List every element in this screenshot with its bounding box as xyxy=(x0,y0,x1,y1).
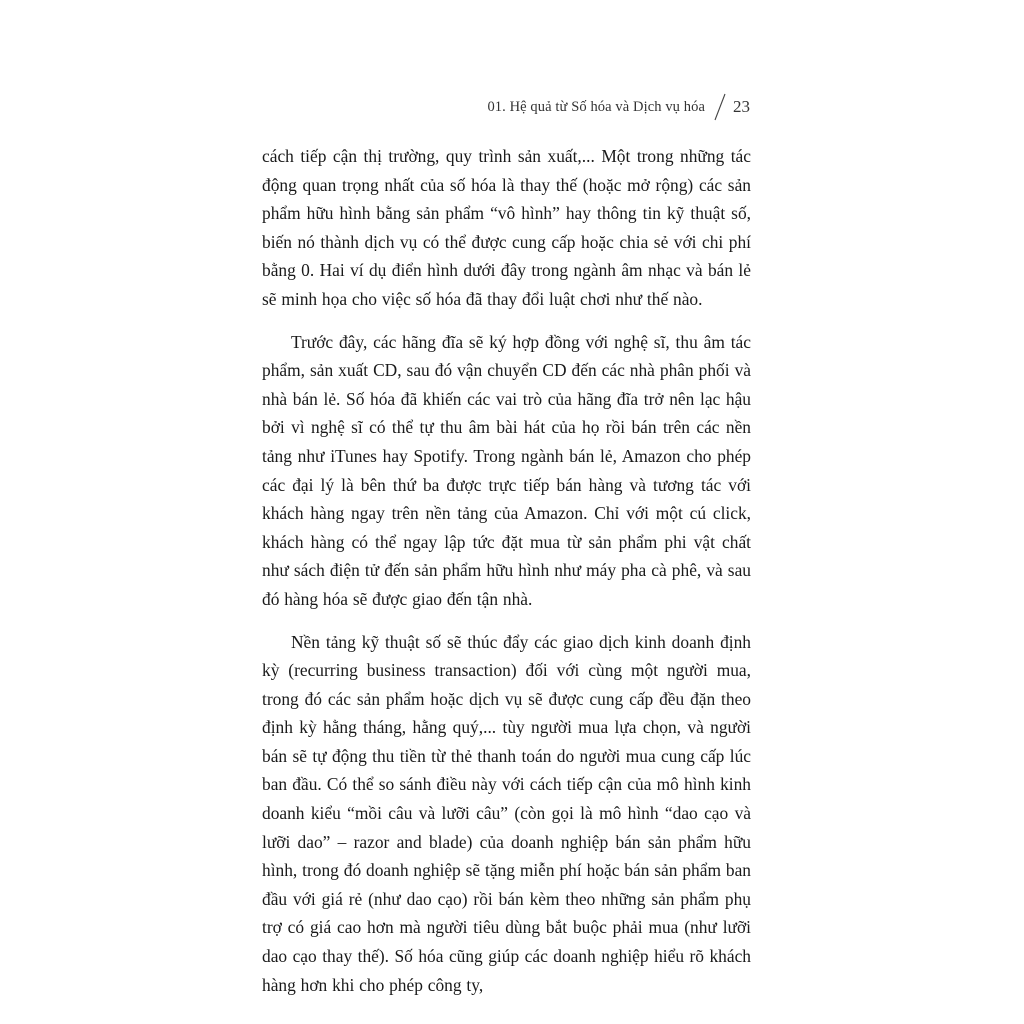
body-text xyxy=(262,142,751,1013)
running-header xyxy=(487,90,750,124)
paragraph: Nền tảng kỹ thuật số sẽ thúc đẩy các giao dịch kinh doanh định kỳ (recurring business transaction) đối với cùng một người mua, trong đó các sản phẩm hoặc dịch vụ sẽ được cung cấp đều đặn theo định kỳ hằng tháng, hằng quý,... tùy người mua lựa chọn, và người bán sẽ tự động thu tiền từ thẻ thanh toán do người mua cung cấp lúc ban đầu. Có thể so sánh điều này với cách tiếp cận của mô hình kinh doanh kiểu “mồi câu và lưỡi câu” (còn gọi là mô hình “dao cạo và lưỡi dao” – razor and blade) của doanh nghiệp bán sản phẩm hữu hình, trong đó doanh nghiệp sẽ tặng miễn phí hoặc bán sản phẩm ban đầu với giá rẻ (như dao cạo) rồi bán kèm theo những sản phẩm phụ trợ có giá cao hơn mà người tiêu dùng bắt buộc phải mua (như lưỡi dao cạo thay thế). Số hóa cũng giúp các doanh nghiệp hiểu rõ khách hàng hơn khi cho phép công ty, xyxy=(262,631,751,995)
chapter-title: 01. Hệ quả từ Số hóa và Dịch vụ hóa xyxy=(487,99,705,115)
paragraph: Trước đây, các hãng đĩa sẽ ký hợp đồng với nghệ sĩ, thu âm tác phẩm, sản xuất CD, sau đó vận chuyển CD đến các nhà phân phối và nhà bán lẻ. Số hóa đã khiến các vai trò của hãng đĩa trở nên lạc hậu bởi vì nghệ sĩ có thể tự thu âm bài hát của họ rồi bán trên các nền tảng như iTunes hay Spotify. Trong ngành bán lẻ, Amazon cho phép các đại lý là bên thứ ba được trực tiếp bán hàng và tương tác với khách hàng ngay trên nền tảng của Amazon. Chỉ với một cú click, khách hàng có thể ngay lập tức đặt mua từ sản phẩm phi vật chất như sách điện tử đến sản phẩm hữu hình như máy pha cà phê, và sau đó hàng hóa sẽ được giao đến tận nhà. xyxy=(262,331,751,609)
slash-divider-icon xyxy=(713,92,727,122)
paragraph: cách tiếp cận thị trường, quy trình sản xuất,... Một trong những tác động quan trọng nhất của số hóa là thay thế (hoặc mở rộng) các sản phẩm hữu hình bằng sản phẩm “vô hình” hay thông tin kỹ thuật số, biến nó thành dịch vụ có thể được cung cấp hoặc chia sẻ với chi phí bằng 0. Hai ví dụ điển hình dưới đây trong ngành âm nhạc và bán lẻ sẽ minh họa cho việc số hóa đã thay đổi luật chơi như thế nào. xyxy=(262,146,751,309)
page-number: 23 xyxy=(733,97,750,116)
